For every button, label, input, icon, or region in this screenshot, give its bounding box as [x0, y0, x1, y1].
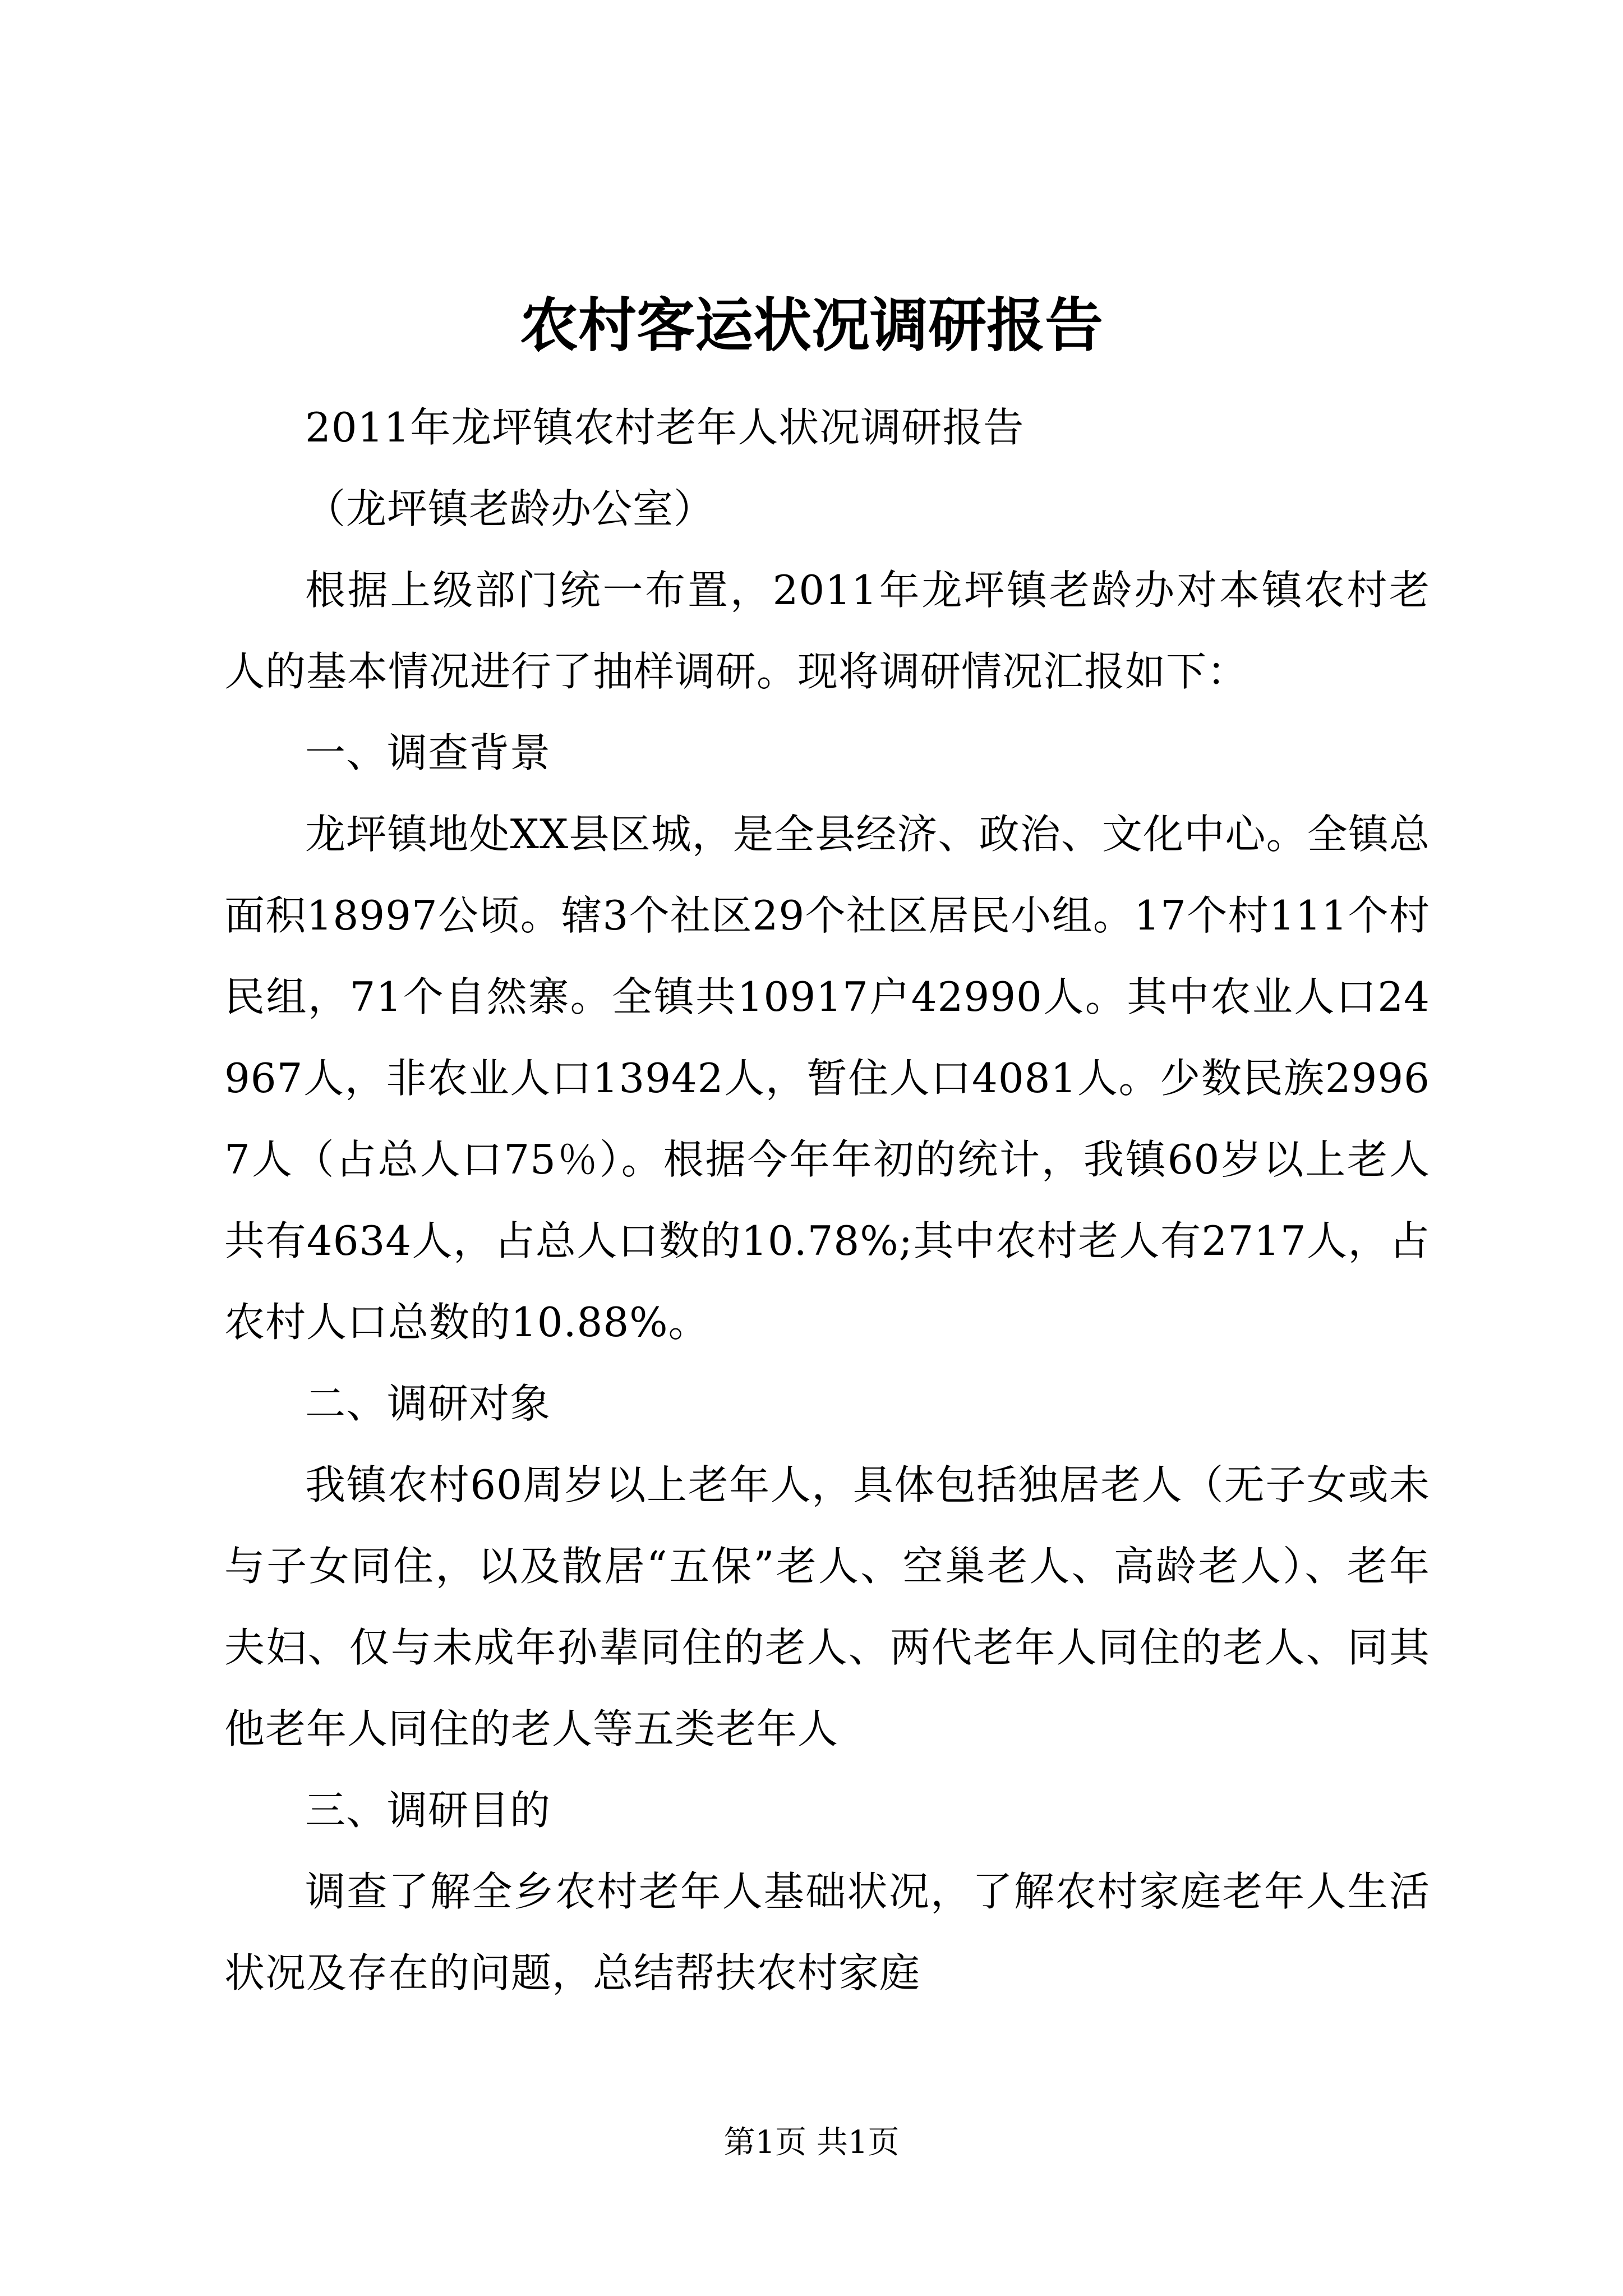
section-heading-purpose: 三、调研目的 [305, 1787, 551, 1834]
section-heading-background: 一、调查背景 [305, 729, 551, 776]
background-paragraph: 龙坪镇地处XX县区城，是全县经济、政治、文化中心。全镇总面积18997公顷。辖3个社区29个社区居民小组。17个村111个村民组，71个自然寨。全镇共10917户42990人。其中农业人口24967人，非农业人口13942人，暂住人口4081人。少数民族29967人（占总人口75％）。根据今年年初的统计，我镇60岁以上老人共有4634人，占总人口数的10.78%;其中农村老人有2717人，占农村人口总数的10.88%。 [224, 811, 1430, 1346]
page-footer: 第1页 共1页 [723, 2124, 900, 2161]
document-body [224, 387, 1430, 2014]
intro-paragraph: 根据上级部门统一布置，2011年龙坪镇老龄办对本镇农村老人的基本情况进行了抽样调研。现将调研情况汇报如下： [224, 567, 1430, 695]
subtitle-paragraph: 2011年龙坪镇农村老年人状况调研报告 [305, 404, 1025, 451]
section-heading-subjects: 二、调研对象 [305, 1380, 551, 1427]
author-paragraph: （龙坪镇老龄办公室） [305, 485, 715, 532]
purpose-paragraph: 调查了解全乡农村老年人基础状况，了解农村家庭老年人生活状况及存在的问题，总结帮扶农村家庭 [224, 1868, 1430, 1996]
document-title: 农村客运状况调研报告 [519, 291, 1103, 360]
subjects-paragraph: 我镇农村60周岁以上老年人，具体包括独居老人（无子女或未与子女同住，以及散居“五保”老人、空巢老人、高龄老人）、老年夫妇、仅与未成年孙辈同住的老人、两代老年人同住的老人、同其他老年人同住的老人等五类老年人 [224, 1461, 1430, 1752]
